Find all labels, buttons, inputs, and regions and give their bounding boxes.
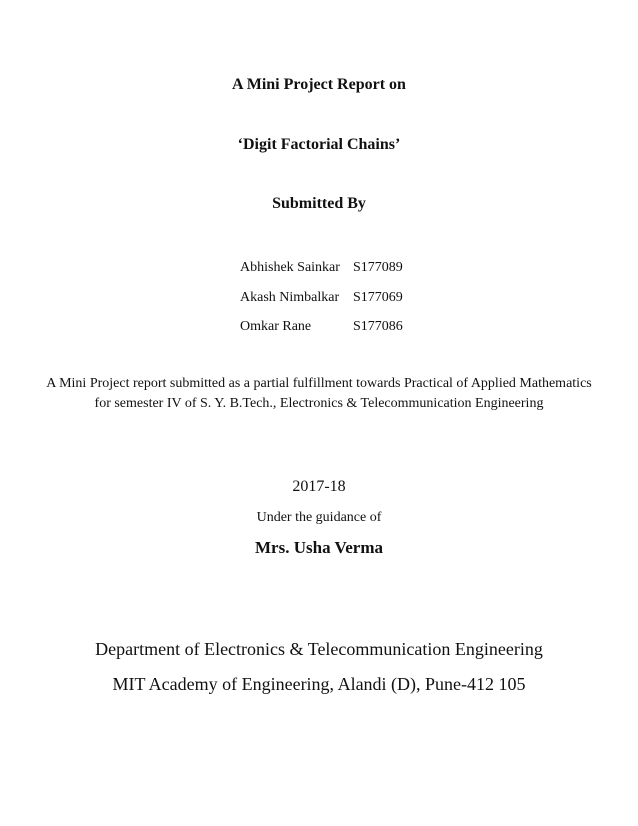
student-name: Akash Nimbalkar	[240, 290, 340, 305]
student-entry	[240, 319, 403, 335]
student-entry	[240, 290, 403, 306]
college-name: MIT Academy of Engineering, Alandi (D), Pune-412 105	[112, 674, 526, 694]
guide-name: Mrs. Usha Verma	[255, 538, 383, 557]
academic-year: 2017-18	[292, 478, 346, 495]
guidance-label: Under the guidance of	[256, 510, 382, 525]
student-id: S177086	[353, 319, 403, 334]
report-title: A Mini Project Report on	[232, 76, 406, 93]
student-id: S177089	[353, 260, 403, 275]
student-name: Omkar Rane	[240, 319, 312, 334]
student-name: Abhishek Sainkar	[240, 260, 340, 275]
project-topic: ‘Digit Factorial Chains’	[237, 136, 401, 153]
submitted-by-heading: Submitted By	[272, 195, 366, 212]
student-id: S177069	[353, 290, 403, 305]
student-entry	[240, 260, 403, 276]
report-description: A Mini Project report submitted as a partial fulfillment towards Practical of Applied Mathematics for semester IV of S. Y. B.Tech., Electronics & Telecommunication Engineering	[46, 376, 592, 411]
department-name: Department of Electronics & Telecommunication Engineering	[95, 639, 543, 659]
